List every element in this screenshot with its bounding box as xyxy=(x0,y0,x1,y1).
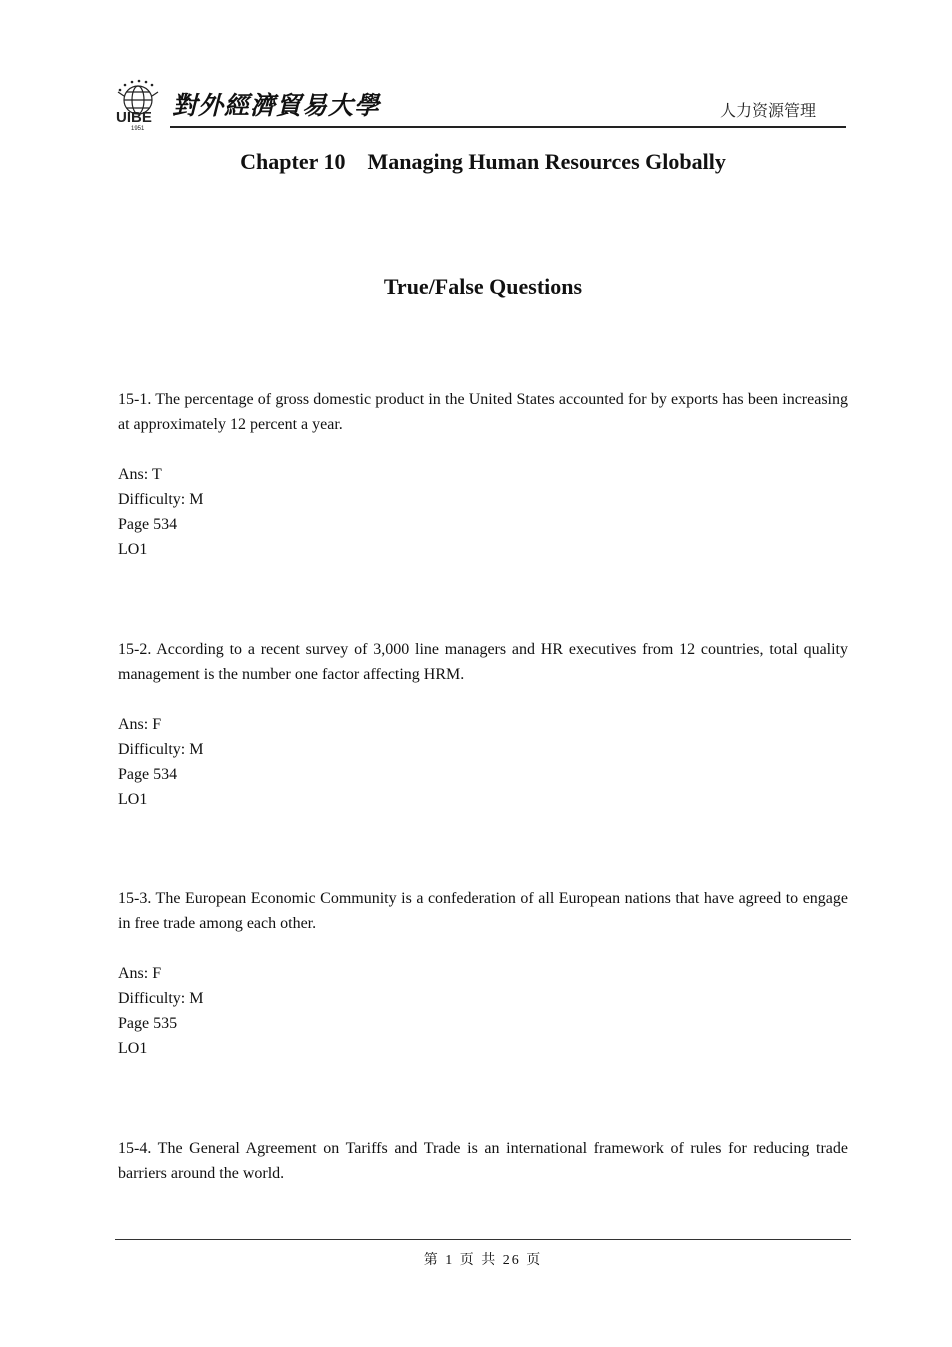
section-title: True/False Questions xyxy=(383,274,583,299)
question-meta xyxy=(118,961,848,1061)
answer: Ans: T xyxy=(118,466,162,483)
footer-divider xyxy=(115,1239,851,1240)
question-item xyxy=(118,1136,848,1186)
page-ref: Page 535 xyxy=(118,1015,178,1032)
page-ref: Page 534 xyxy=(118,766,178,783)
difficulty: Difficulty: M xyxy=(118,491,204,508)
page-ref: Page 534 xyxy=(118,516,178,533)
course-name: 人力资源管理 xyxy=(719,101,816,120)
page-header xyxy=(112,78,848,134)
difficulty: Difficulty: M xyxy=(118,990,204,1007)
logo-abbrev: UIBE xyxy=(116,109,152,126)
question-text: 15-4. The General Agreement on Tariffs and Trade is an international framework of rules for reducing trade barriers around the world. xyxy=(118,1140,848,1182)
page-number: 第 1 页 共 26 页 xyxy=(423,1253,543,1268)
question-item xyxy=(118,387,848,562)
difficulty: Difficulty: M xyxy=(118,741,204,758)
learning-objective: LO1 xyxy=(118,541,148,558)
learning-objective: LO1 xyxy=(118,1040,148,1057)
logo-year: 1951 xyxy=(131,126,145,132)
question-meta xyxy=(118,462,848,562)
question-item xyxy=(118,886,848,1061)
question-meta xyxy=(118,712,848,812)
question-text: 15-1. The percentage of gross domestic product in the United States accounted for by exports has been increasing at approximately 12 percent a year. xyxy=(118,391,848,433)
university-name: 對外經濟貿易大學 xyxy=(172,91,381,120)
university-logo-icon xyxy=(112,78,174,132)
chapter-title: Chapter 10 Managing Human Resources Globally xyxy=(240,149,726,174)
question-text: 15-2. According to a recent survey of 3,000 line managers and HR executives from 12 countries, total quality management is the number one factor affecting HRM. xyxy=(118,641,848,683)
answer: Ans: F xyxy=(118,716,162,733)
question-text: 15-3. The European Economic Community is a confederation of all European nations that have agreed to engage in free trade among each other. xyxy=(118,890,848,932)
answer: Ans: F xyxy=(118,965,162,982)
question-item xyxy=(118,637,848,812)
header-divider xyxy=(170,126,846,128)
learning-objective: LO1 xyxy=(118,791,148,808)
